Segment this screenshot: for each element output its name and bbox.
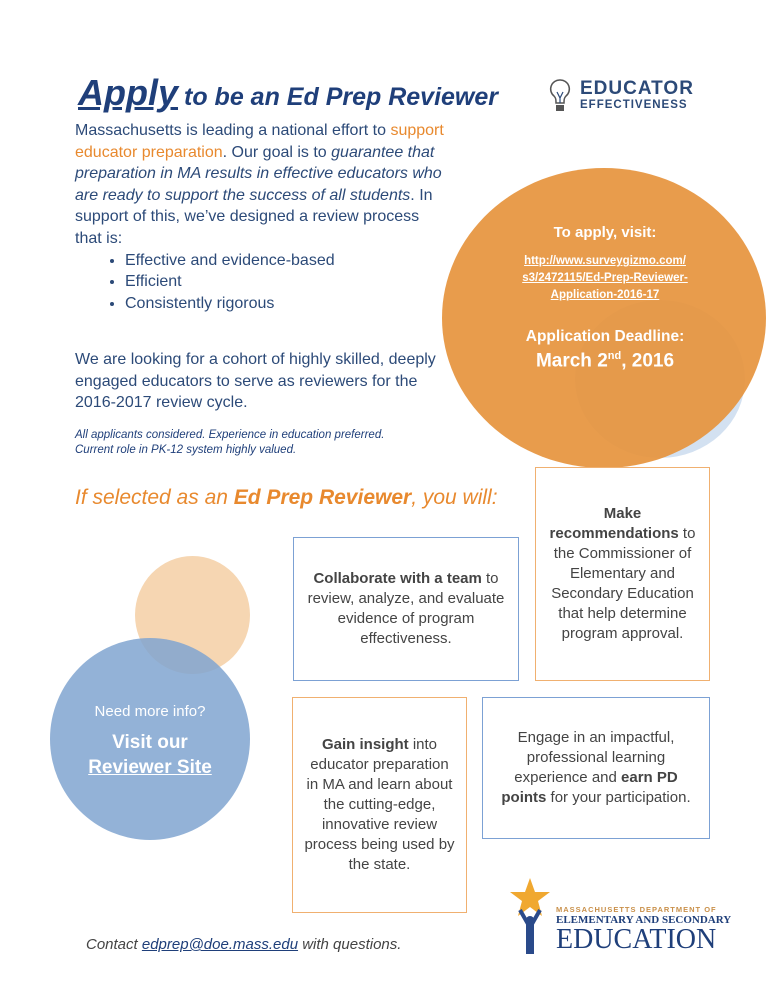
list-item: • Effective and evidence-based [125, 250, 445, 272]
educator-effectiveness-logo [548, 78, 694, 116]
box-bold: earn PD points [501, 769, 678, 806]
box-bold: Make recommendations [549, 505, 679, 542]
intro-text: . Our goal is to [222, 143, 332, 161]
intro-text: . In support of this, we’ve designed a review process that is: [75, 186, 433, 247]
applicant-note [75, 428, 495, 458]
logo-line-1: EDUCATOR [580, 78, 694, 99]
deadline-date [460, 350, 750, 372]
box-text: to review, analyze, and evaluate evidence of program effectiveness. [307, 570, 505, 647]
more-info [50, 703, 250, 780]
note-line: Current role in PK-12 system highly valued. [75, 444, 297, 456]
page-title [78, 72, 498, 114]
apply-url-link[interactable] [460, 253, 750, 304]
box-bold: Collaborate with a team [313, 570, 482, 587]
logo-line-2: EFFECTIVENESS [580, 99, 688, 111]
deadline-year: , 2016 [621, 350, 675, 372]
link-line: Visit our [112, 732, 188, 753]
deadline-sup: nd [607, 350, 622, 362]
doe-line-1: MASSACHUSETTS DEPARTMENT OF [556, 904, 717, 914]
url-line: Application-2016-17 [550, 289, 660, 301]
box-text: Engage in an impactful, professional learning experience and [514, 729, 675, 786]
doe-line-2: ELEMENTARY AND SECONDARY [556, 914, 732, 926]
url-line: s3/2472115/Ed-Prep-Reviewer- [522, 272, 688, 284]
intro-italic: guarantee that preparation in MA results in effective educators who are ready to support the success of all students [75, 143, 442, 204]
more-info-question: Need more info? [94, 703, 206, 720]
apply-label: To apply, visit: [553, 224, 657, 241]
recommend-box [535, 467, 710, 681]
heading-text: If selected as an [75, 486, 234, 509]
engage-box [482, 697, 710, 839]
intro-paragraph [75, 120, 445, 314]
link-line: Reviewer Site [88, 757, 212, 778]
title-apply: Apply [78, 72, 179, 113]
collaborate-box [293, 537, 519, 681]
contact-text: Contact [86, 936, 142, 953]
heading-text: , you will: [411, 486, 498, 509]
insight-box [292, 697, 467, 913]
lightbulb-icon [548, 78, 572, 116]
doe-line-3: EDUCATION [556, 924, 717, 955]
contact-line [86, 936, 401, 953]
selected-heading [75, 486, 498, 510]
deadline-label: Application Deadline: [525, 328, 685, 345]
reviewer-site-link[interactable] [50, 730, 250, 780]
mass-doe-logo [508, 876, 731, 954]
box-text: for your participation. [546, 789, 691, 806]
list-item: • Consistently rigorous [125, 293, 445, 315]
box-text: to the Commissioner of Elementary and Secondary Education that help determine program approval. [551, 525, 696, 642]
list-item: • Efficient [125, 271, 445, 293]
deadline-main: March 2 [535, 350, 608, 372]
star-person-icon [508, 876, 552, 954]
contact-email-link[interactable]: edprep@doe.mass.edu [141, 936, 299, 953]
box-text: into educator preparation in MA and learn about the cutting-edge, innovative review process being used by the state. [304, 736, 455, 873]
url-line: http://www.surveygizmo.com/ [524, 255, 686, 267]
intro-highlight: support educator preparation [75, 122, 444, 161]
process-list [75, 250, 445, 315]
box-bold: Gain insight [321, 736, 409, 753]
note-line: All applicants considered. Experience in education preferred. [75, 429, 385, 441]
heading-bold: Ed Prep Reviewer [233, 486, 412, 509]
apply-info [460, 224, 750, 372]
intro-text: Massachusetts is leading a national effort to [75, 122, 391, 139]
title-rest: to be an Ed Prep Reviewer [184, 83, 499, 111]
contact-text: with questions. [298, 936, 402, 953]
cohort-paragraph: We are looking for a cohort of highly skilled, deeply engaged educators to serve as reviewers for the 2016-2017 review cycle. [75, 351, 436, 412]
